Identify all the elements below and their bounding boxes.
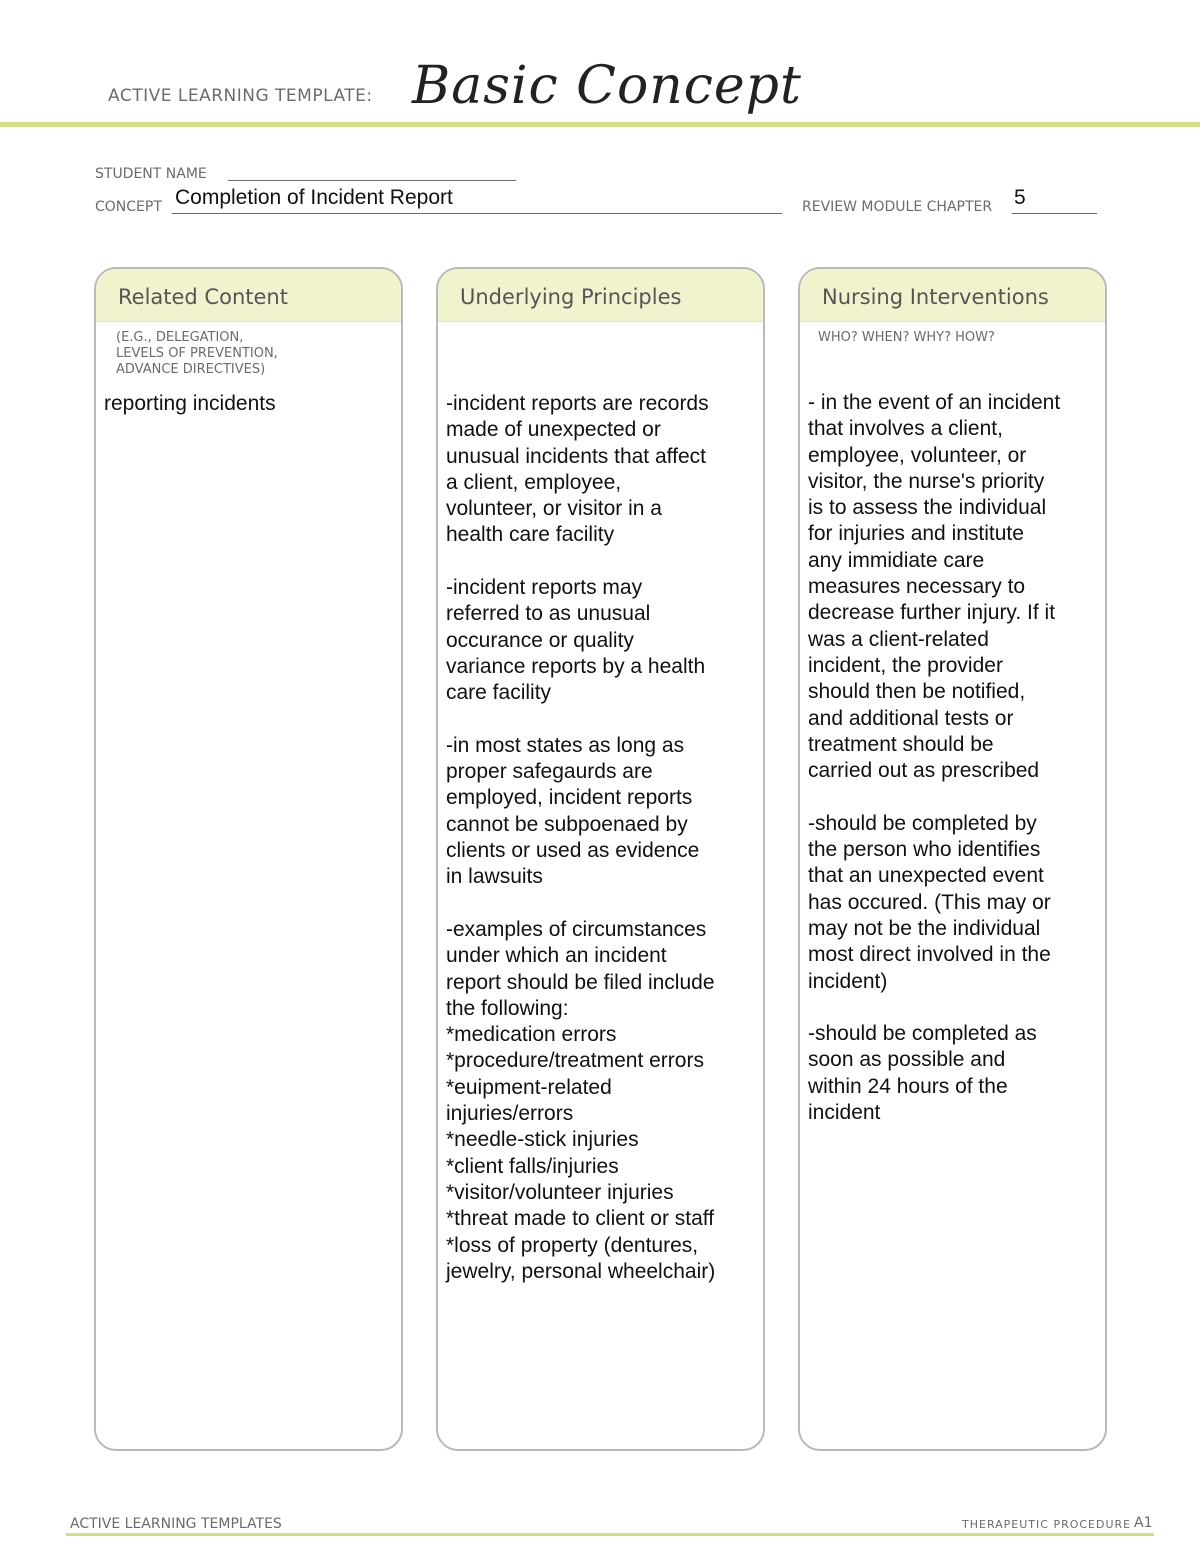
concept-caption: CONCEPT <box>95 199 162 215</box>
concept-field[interactable] <box>172 213 782 214</box>
chapter-caption: REVIEW MODULE CHAPTER <box>802 199 993 215</box>
footer-category-label: THERAPEUTIC PROCEDURE <box>962 1518 1132 1531</box>
related-content-panel <box>94 267 403 1451</box>
underlying-principles-header <box>438 269 763 322</box>
nursing-interventions-body[interactable]: - in the event of an incident that involves a client, employee, volunteer, or visitor, the nurse's priority is to assess the individual for injuries and institute any immidiate care measures necessary to decrease further injury. If it was a client-related incident, the provider should then be notified, and additional tests or treatment should be carried out as prescribed -should be completed by the person who identifies that an unexpected event has occured. (This may or may not be the individual most direct involved in the incident) -should be completed as soon as possible and within 24 hours of the incident <box>808 391 1061 1125</box>
underlying-principles-panel <box>436 267 765 1451</box>
footer-series-label: ACTIVE LEARNING TEMPLATES <box>70 1516 282 1532</box>
template-label: ACTIVE LEARNING TEMPLATE: <box>108 86 373 106</box>
nursing-interventions-subtitle: WHO? WHEN? WHY? HOW? <box>818 330 995 345</box>
chapter-value: 5 <box>1014 186 1026 209</box>
related-content-body[interactable]: reporting incidents <box>104 392 276 415</box>
related-content-header <box>96 269 401 322</box>
nursing-interventions-panel <box>798 267 1107 1451</box>
template-title: Basic Concept <box>412 56 802 116</box>
underlying-principles-title: Underlying Principles <box>460 285 682 309</box>
chapter-field[interactable] <box>1012 213 1097 214</box>
footer-divider <box>66 1533 1154 1536</box>
nursing-interventions-title: Nursing Interventions <box>822 285 1049 309</box>
student-name-field[interactable] <box>228 180 516 181</box>
header-divider <box>0 122 1200 127</box>
related-content-title: Related Content <box>118 285 288 309</box>
student-name-caption: STUDENT NAME <box>95 166 207 182</box>
nursing-interventions-header <box>800 269 1105 322</box>
footer-template-code: A1 <box>1134 1515 1153 1531</box>
underlying-principles-body[interactable]: -incident reports are records made of unexpected or unusual incidents that affect a client, employee, volunteer, or visitor in a health care facility -incident reports may referred to as unusual occurance or quality variance reports by a health care facility -in most states as long as proper safegaurds are employed, incident reports cannot be subpoenaed by clients or used as evidence in lawsuits -examples of circumstances under which an incident report should be filed include the following: *medication errors *procedure/treatment errors *euipment-related injuries/errors *needle-stick injuries *client falls/injuries *visitor/volunteer injuries *threat made to client or staff *loss of property (dentures, jewelry, personal wheelchair) <box>446 392 716 1283</box>
related-content-subtitle: (E.G., DELEGATION, LEVELS OF PREVENTION, ADVANCE DIRECTIVES) <box>116 330 278 377</box>
concept-value: Completion of Incident Report <box>175 186 453 209</box>
